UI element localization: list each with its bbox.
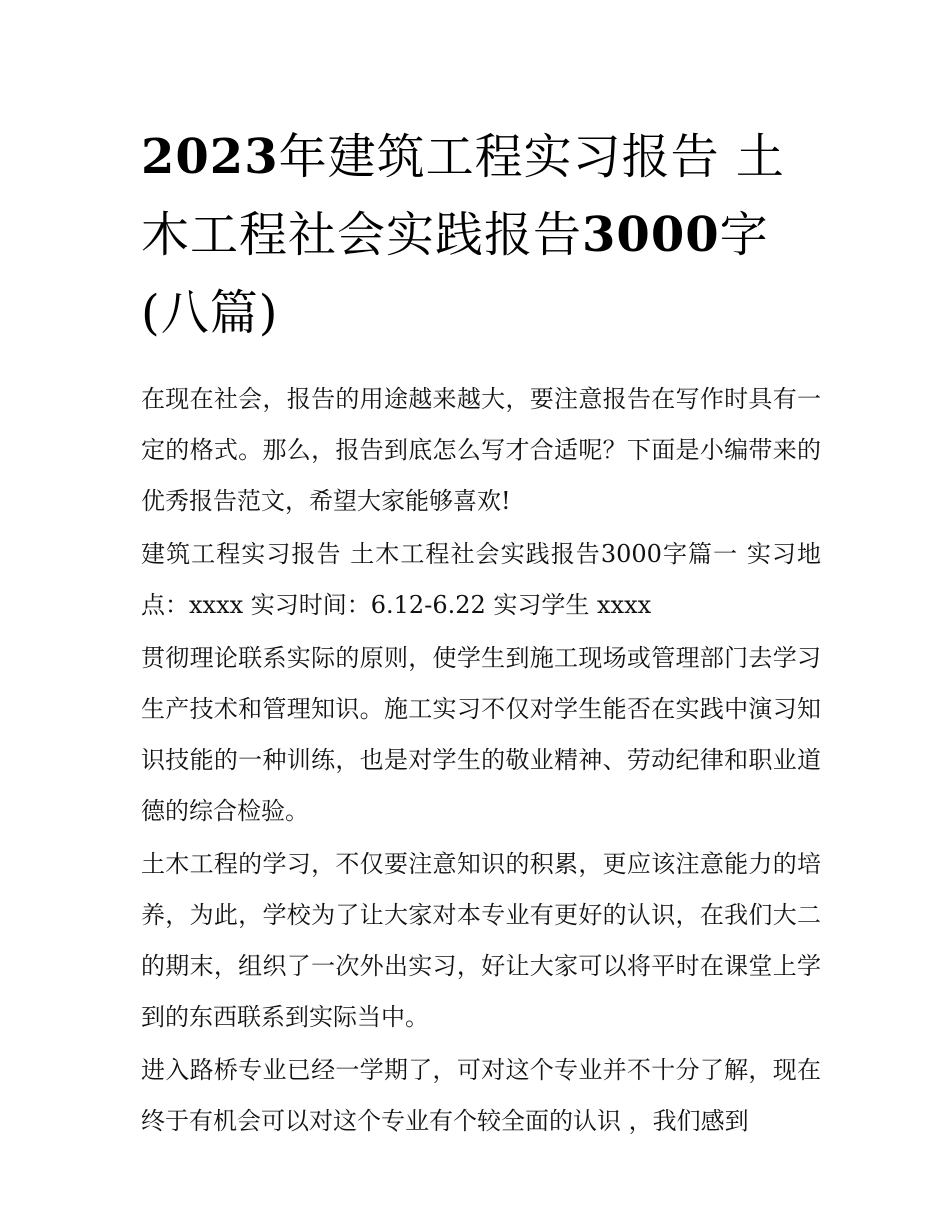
section-heading-paragraph: 建筑工程实习报告 土木工程社会实践报告3000字篇一 实习地点：xxxx 实习时间：6.12-6.22 实习学生 xxxx [141, 540, 821, 619]
body-paragraph: 进入路桥专业已经一学期了，可对这个专业并不十分了解，现在终于有机会可以对这个专业有个较全面的认识 ，我们感到 [141, 1056, 821, 1135]
title-year: 2023 [141, 129, 279, 185]
body-paragraph: 贯彻理论联系实际的原则，使学生到施工现场或管理部门去学习生产技术和管理知识。施工实习不仅对学生能否在实践中演习知识技能的一种训练，也是对学生的敬业精神、劳动纪律和职业道德的综合检验。 [141, 644, 821, 825]
document-page [141, 118, 821, 1149]
title-text-2: 字(八篇) [141, 207, 769, 341]
document-title [141, 118, 821, 352]
title-word-count: 3000 [582, 207, 720, 263]
intro-paragraph: 在现在社会，报告的用途越来越大，要注意报告在写作时具有一定的格式。那么，报告到底怎么写才合适呢？下面是小编带来的优秀报告范文，希望大家能够喜欢! [141, 385, 821, 515]
title-text-1: 年建筑工程实习报告 土木工程社会实践报告 [141, 129, 785, 263]
body-paragraph: 土木工程的学习，不仅要注意知识的积累，更应该注意能力的培养，为此，学校为了让大家对本专业有更好的认识，在我们大二的期末，组织了一次外出实习，好让大家可以将平时在课堂上学到的东西联系到实际当中。 [141, 850, 821, 1031]
